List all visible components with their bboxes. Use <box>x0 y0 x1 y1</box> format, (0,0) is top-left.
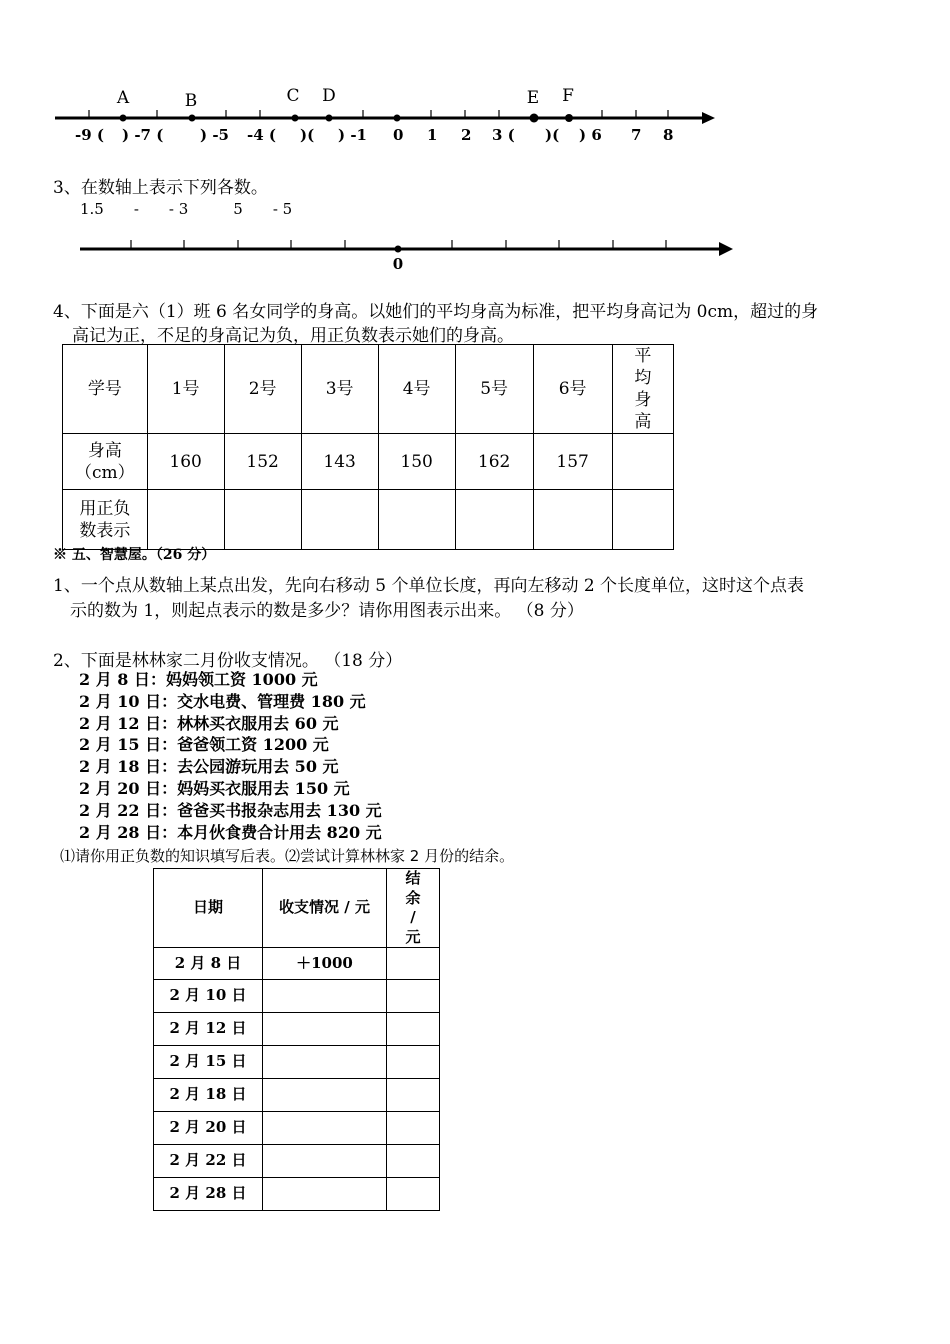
section5-title: ※ 五、智慧屋。（26 分） <box>53 547 216 563</box>
q4-line2: 高记为正，不足的身高记为负，用正负数表示她们的身高。 <box>72 326 514 346</box>
q1-line2: 示的数为 1，则起点表示的数是多少？请你用图表示出来。 （8 分） <box>70 601 584 621</box>
instruction: ⑴请你用正负数的知识填写后表。⑵尝试计算林林家 2 月份的结余。 <box>60 847 515 865</box>
table-row: 2 月 8 日 ＋1000 <box>154 948 440 980</box>
point-b-label: B <box>184 91 198 111</box>
number-line-1 <box>0 80 950 160</box>
list-item: 2 月 18 日：去公园游玩用去 50 元 <box>79 757 339 777</box>
list-item: 2 月 8 日：妈妈领工资 1000 元 <box>79 670 318 689</box>
table-row: 2 月 15 日 <box>154 1046 440 1079</box>
list-item: 2 月 22 日：爸爸买书报杂志用去 130 元 <box>79 800 382 820</box>
table-row: 2 月 28 日 <box>154 1178 440 1211</box>
q1-line1: 1、一个点从数轴上某点出发，先向右移动 5 个单位长度，再向左移动 2 个长度单位，这时这个点表 <box>53 576 805 596</box>
list-item: 2 月 10 日：交水电费、管理费 180 元 <box>79 691 366 711</box>
table-row: 2 月 12 日 <box>154 1013 440 1046</box>
table-row: 学号 1号 2号 3号 4号 5号 6号 平均身高 <box>63 345 674 434</box>
table-row: 2 月 10 日 <box>154 980 440 1013</box>
table-row: 2 月 22 日 <box>154 1145 440 1178</box>
table-row: 用正负数表示 <box>63 490 674 550</box>
point-d-label: D <box>322 86 336 106</box>
average-height-cell[interactable] <box>612 434 673 490</box>
height-table <box>62 344 674 550</box>
q4-line1: 4、下面是六（1）班 6 名女同学的身高。以她们的平均身高为标准，把平均身高记为 0cm，超过的身 <box>53 302 819 322</box>
finance-table <box>153 868 440 1211</box>
q3-numbers: 1.5 - - 3 5 - 5 <box>80 200 293 218</box>
list-item: 2 月 12 日：林林买衣服用去 60 元 <box>79 713 339 733</box>
entries-list <box>79 669 382 843</box>
table-row: 日期 收支情况 / 元 结余 / 元 <box>154 869 440 948</box>
list-item: 2 月 20 日：妈妈买衣服用去 150 元 <box>79 778 350 798</box>
list-item: 2 月 15 日：爸爸领工资 1200 元 <box>79 735 329 755</box>
point-c-label: C <box>286 86 300 106</box>
q2-title: 2、下面是林林家二月份收支情况。 （18 分） <box>53 651 403 671</box>
number-line-2 <box>0 230 950 260</box>
point-a-label: A <box>116 88 130 108</box>
q3-title: 3、在数轴上表示下列各数。 <box>53 178 268 198</box>
point-f-label: F <box>562 86 574 106</box>
table-row: 2 月 20 日 <box>154 1112 440 1145</box>
table-row: 2 月 18 日 <box>154 1079 440 1112</box>
point-e-label: E <box>526 88 540 108</box>
table-row: 身高（cm） 160 152 143 150 162 157 <box>63 434 674 490</box>
zero-label: 0 <box>392 255 404 273</box>
list-item: 2 月 28 日：本月伙食费合计用去 820 元 <box>79 822 382 842</box>
